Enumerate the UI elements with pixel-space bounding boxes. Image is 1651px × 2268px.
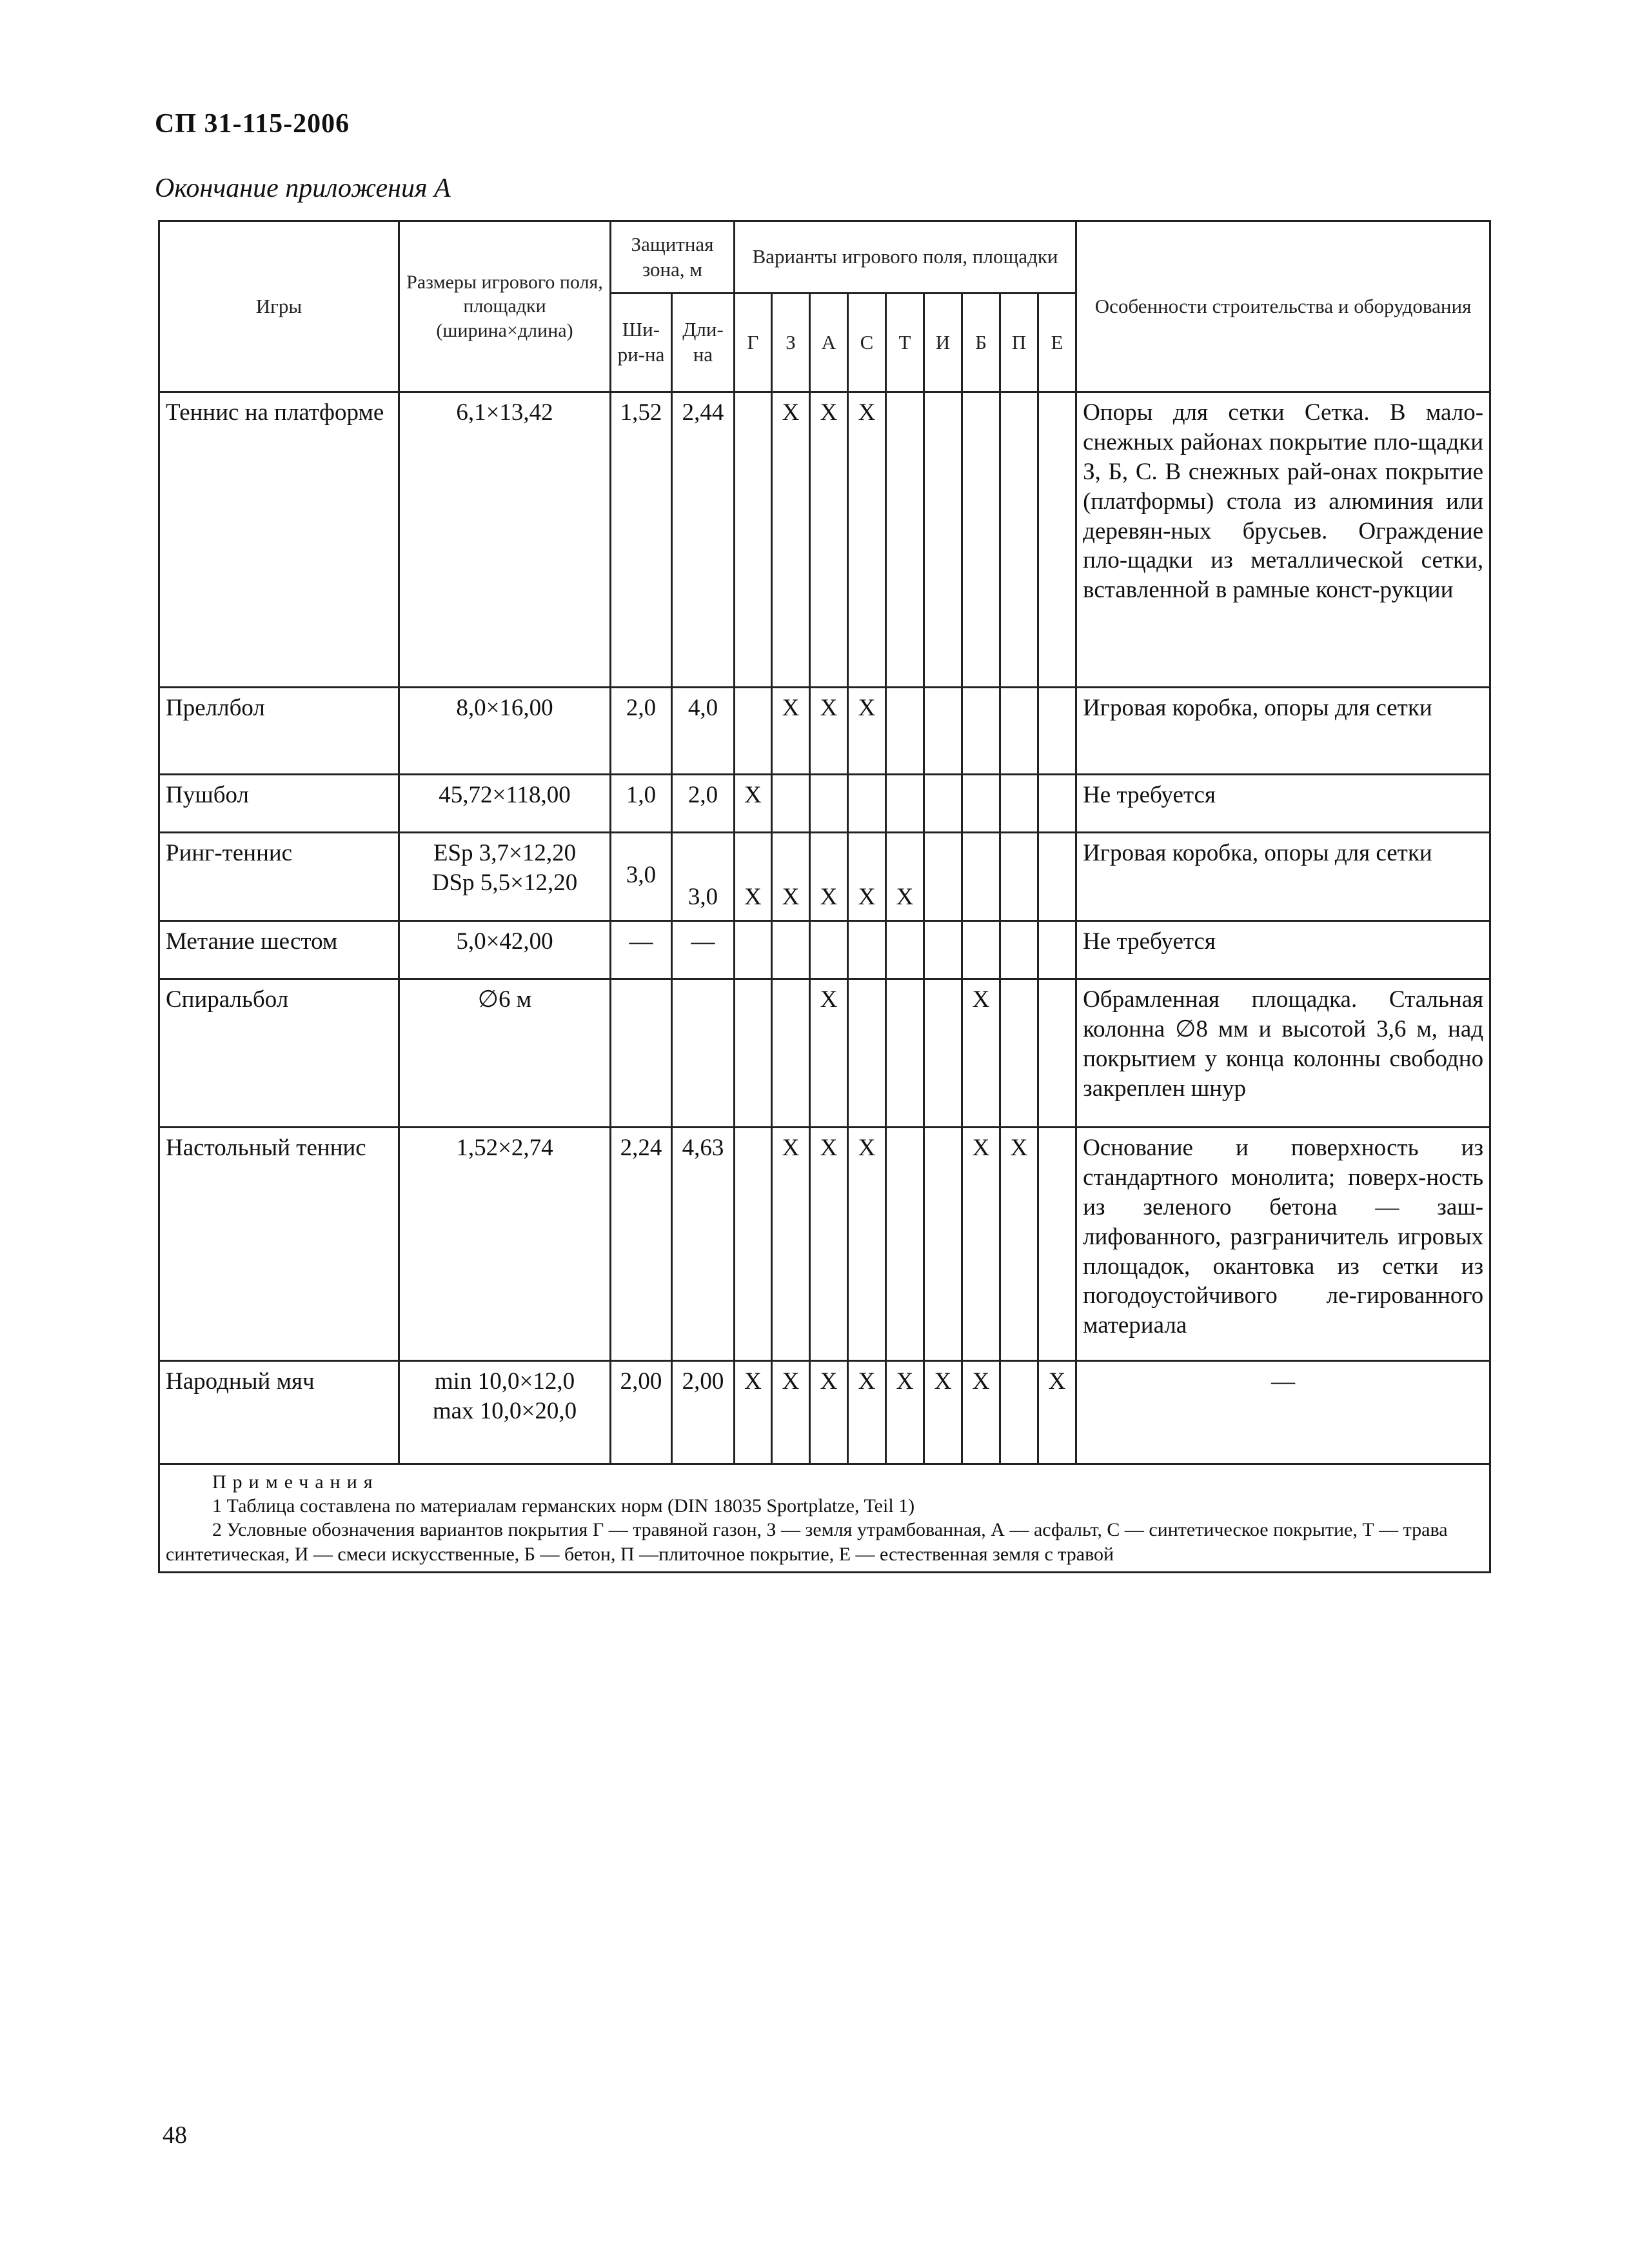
header-features: Особенности строительства и оборудования [1076, 221, 1490, 392]
table-row [159, 921, 1490, 979]
variant-mark [886, 1128, 924, 1361]
variant-mark [1000, 775, 1038, 833]
variant-mark [772, 979, 810, 1128]
features-text: — [1076, 1361, 1490, 1464]
variant-mark [962, 392, 1000, 688]
notes-title: Примечания [212, 1471, 379, 1493]
variant-mark: X [848, 1361, 886, 1464]
field-size [399, 1361, 611, 1464]
zone-length: 2,00 [672, 1361, 735, 1464]
variant-mark: X [735, 1361, 772, 1464]
variant-letter-e: Е [1038, 293, 1076, 392]
variant-mark [886, 979, 924, 1128]
game-name: Спиральбол [159, 979, 399, 1128]
variant-mark: X [886, 1361, 924, 1464]
variant-mark: X [810, 1128, 848, 1361]
variant-mark [886, 688, 924, 775]
variant-mark [886, 921, 924, 979]
variant-mark [735, 921, 772, 979]
variant-mark: X [772, 833, 810, 921]
variant-letter-s: С [848, 293, 886, 392]
variant-mark: X [1000, 1128, 1038, 1361]
header-protective-zone: Защитная зона, м [611, 221, 735, 293]
variant-mark [924, 1128, 962, 1361]
features-text: Основание и поверхность из стандартного монолита; поверх-ность из зеленого бетона — заш-лифованного, разграничитель игровых площадок, окантовка из сетки из погодоустойчивого ле-гированного материала [1076, 1128, 1490, 1361]
variant-mark [1000, 921, 1038, 979]
header-zone-width: Ши-ри-на [611, 293, 672, 392]
field-size: 45,72×118,00 [399, 775, 611, 833]
games-table [158, 220, 1491, 1573]
game-name: Пушбол [159, 775, 399, 833]
table-row [159, 688, 1490, 775]
variant-mark [772, 775, 810, 833]
table-row [159, 1361, 1490, 1464]
variant-mark: X [772, 1128, 810, 1361]
game-name: Ринг-теннис [159, 833, 399, 921]
variant-mark [962, 775, 1000, 833]
variant-mark [924, 688, 962, 775]
notes-row [159, 1464, 1490, 1573]
zone-width: 1,0 [611, 775, 672, 833]
zone-width: 3,0 [611, 833, 672, 921]
features-text: Обрамленная площадка. Стальная колонна ∅8 мм и высотой 3,6 м, над покрытием у конца колонны свободно закреплен шнур [1076, 979, 1490, 1128]
notes-cell [159, 1464, 1490, 1573]
variant-mark [924, 392, 962, 688]
variant-letter-p: П [1000, 293, 1038, 392]
variant-mark [962, 688, 1000, 775]
variant-mark: X [772, 392, 810, 688]
field-size-esp: ESp 3,7×12,20 [433, 840, 577, 866]
variant-mark [1038, 688, 1076, 775]
variant-letter-z: З [772, 293, 810, 392]
header-size: Размеры игрового поля, площадки (ширина×длина) [399, 221, 611, 392]
header-zone-length: Дли-на [672, 293, 735, 392]
variant-mark: X [810, 979, 848, 1128]
field-size-min: min 10,0×12,0 [434, 1368, 575, 1395]
variant-mark [1038, 392, 1076, 688]
field-size: ∅6 м [399, 979, 611, 1128]
zone-width: — [611, 921, 672, 979]
variant-mark [1000, 392, 1038, 688]
variant-mark: X [962, 1361, 1000, 1464]
note-2: 2 Условные обозначения вариантов покрытия Г — травяной газон, З — земля утрамбованная, А — асфальт, С — синтетическое покрытие, Т — трава синтетическая, И — смеси искусственные, Б — бетон, П —плиточное покрытие, Е — естественная земля с травой [166, 1519, 1448, 1565]
table-row [159, 979, 1490, 1128]
variant-mark [886, 775, 924, 833]
variant-mark [1038, 1128, 1076, 1361]
zone-width: 2,00 [611, 1361, 672, 1464]
variant-mark: X [848, 833, 886, 921]
variant-letter-i: И [924, 293, 962, 392]
header-game: Игры [159, 221, 399, 392]
table-row [159, 392, 1490, 688]
variant-mark [1038, 921, 1076, 979]
game-name: Настольный теннис [159, 1128, 399, 1361]
variant-mark: X [810, 392, 848, 688]
variant-mark: X [848, 1128, 886, 1361]
zone-length: 2,44 [672, 392, 735, 688]
field-size: 6,1×13,42 [399, 392, 611, 688]
features-text: Не требуется [1076, 921, 1490, 979]
game-name: Народный мяч [159, 1361, 399, 1464]
variant-mark: X [772, 688, 810, 775]
variant-mark: X [924, 1361, 962, 1464]
variant-mark: X [810, 1361, 848, 1464]
variant-mark: X [848, 688, 886, 775]
field-size-dsp: DSp 5,5×12,20 [431, 869, 578, 896]
header-variants: Варианты игрового поля, площадки [735, 221, 1076, 293]
variant-mark [848, 979, 886, 1128]
zone-length: 2,0 [672, 775, 735, 833]
zone-length: 3,0 [672, 833, 735, 921]
field-size: 1,52×2,74 [399, 1128, 611, 1361]
variant-mark: X [735, 833, 772, 921]
game-name: Теннис на платформе [159, 392, 399, 688]
game-name: Преллбол [159, 688, 399, 775]
zone-length [672, 979, 735, 1128]
variant-mark [962, 921, 1000, 979]
table-row [159, 775, 1490, 833]
variant-letter-b: Б [962, 293, 1000, 392]
variant-letter-g: Г [735, 293, 772, 392]
zone-width: 2,24 [611, 1128, 672, 1361]
variant-mark [1000, 688, 1038, 775]
appendix-subtitle: Окончание приложения А [155, 174, 451, 203]
variant-mark [735, 1128, 772, 1361]
variant-mark [924, 833, 962, 921]
page-number: 48 [163, 2122, 187, 2149]
variant-mark [1038, 775, 1076, 833]
variant-mark [924, 921, 962, 979]
features-text: Игровая коробка, опоры для сетки [1076, 833, 1490, 921]
variant-letter-t: Т [886, 293, 924, 392]
zone-length: 4,0 [672, 688, 735, 775]
variant-mark: X [810, 688, 848, 775]
features-text: Опоры для сетки Сетка. В мало-снежных районах покрытие пло-щадки З, Б, С. В снежных рай-онах покрытие (платформы) стола из алюминия или деревян-ных брусьев. Ограждение пло-щадки из металлической сетки, вставленной в рамные конст-рукции [1076, 392, 1490, 688]
features-text: Игровая коробка, опоры для сетки [1076, 688, 1490, 775]
variant-mark [886, 392, 924, 688]
table-row [159, 1128, 1490, 1361]
zone-width: 1,52 [611, 392, 672, 688]
variant-mark [848, 921, 886, 979]
table-row [159, 833, 1490, 921]
variant-mark [772, 921, 810, 979]
features-text: Не требуется [1076, 775, 1490, 833]
variant-mark [924, 979, 962, 1128]
zone-width [611, 979, 672, 1128]
field-size: 8,0×16,00 [399, 688, 611, 775]
variant-mark [962, 833, 1000, 921]
zone-length: — [672, 921, 735, 979]
variant-mark [1038, 979, 1076, 1128]
note-1: 1 Таблица составлена по материалам германских норм (DIN 18035 Sportplatze, Teil 1) [212, 1495, 915, 1517]
variant-mark [924, 775, 962, 833]
variant-mark: X [1038, 1361, 1076, 1464]
variant-mark [1038, 833, 1076, 921]
zone-width: 2,0 [611, 688, 672, 775]
field-size [399, 833, 611, 921]
variant-mark [735, 688, 772, 775]
field-size-max: max 10,0×20,0 [432, 1397, 577, 1424]
variant-mark [1000, 1361, 1038, 1464]
game-name: Метание шестом [159, 921, 399, 979]
variant-mark: X [962, 979, 1000, 1128]
variant-mark [848, 775, 886, 833]
variant-letter-a: А [810, 293, 848, 392]
zone-length: 4,63 [672, 1128, 735, 1361]
variant-mark [810, 775, 848, 833]
variant-mark: X [848, 392, 886, 688]
field-size: 5,0×42,00 [399, 921, 611, 979]
variant-mark: X [962, 1128, 1000, 1361]
variant-mark [810, 921, 848, 979]
variant-mark [1000, 833, 1038, 921]
variant-mark: X [810, 833, 848, 921]
variant-mark: X [735, 775, 772, 833]
variant-mark [735, 979, 772, 1128]
variant-mark: X [886, 833, 924, 921]
variant-mark [735, 392, 772, 688]
variant-mark: X [772, 1361, 810, 1464]
variant-mark [1000, 979, 1038, 1128]
document-code: СП 31-115-2006 [155, 109, 350, 139]
